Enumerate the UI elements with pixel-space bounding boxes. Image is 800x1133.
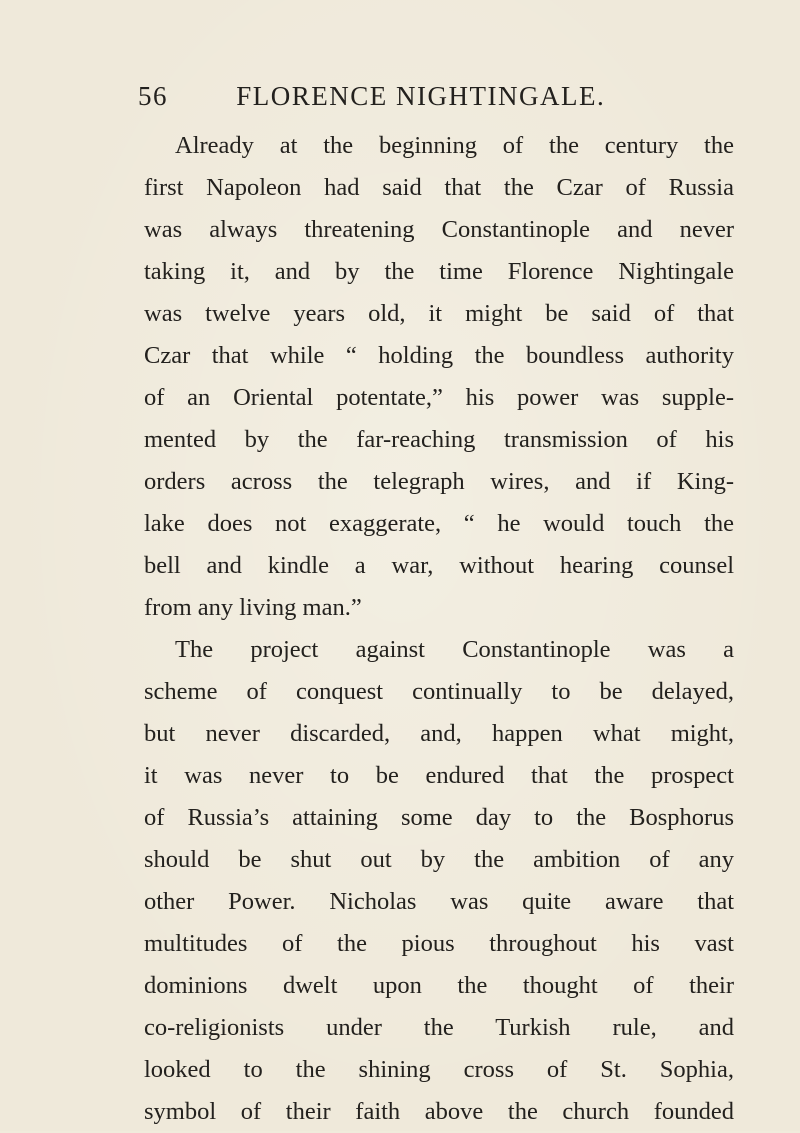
body-text xyxy=(144,125,734,1133)
text-line: of an Oriental potentate,” his power was supple- xyxy=(144,384,734,411)
text-line: Already at the beginning of the century the xyxy=(175,132,734,159)
text-line: taking it, and by the time Florence Nightingale xyxy=(144,258,734,285)
text-line: should be shut out by the ambition of any xyxy=(144,846,734,873)
text-line: dominions dwelt upon the thought of their xyxy=(144,972,734,999)
text-line: bell and kindle a war, without hearing counsel xyxy=(144,552,734,579)
text-line: but never discarded, and, happen what might, xyxy=(144,720,734,747)
text-line: co-religionists under the Turkish rule, and xyxy=(144,1014,734,1041)
page-number: 56 xyxy=(138,81,168,111)
text-line: it was never to be endured that the prospect xyxy=(144,762,734,789)
text-line: from any living man.” xyxy=(144,594,362,621)
text-line: was twelve years old, it might be said of that xyxy=(144,300,734,327)
text-line: was always threatening Constantinople and never xyxy=(144,216,734,243)
text-line: symbol of their faith above the church founded xyxy=(144,1098,734,1125)
text-line: mented by the far-reaching transmission of his xyxy=(144,426,734,453)
text-line: Czar that while “ holding the boundless authority xyxy=(144,342,734,369)
chapter-running-title: FLORENCE NIGHTINGALE. xyxy=(236,81,606,111)
text-line: lake does not exaggerate, “ he would touch the xyxy=(144,510,734,537)
text-line: other Power. Nicholas was quite aware that xyxy=(144,888,734,915)
text-line: first Napoleon had said that the Czar of Russia xyxy=(144,174,734,201)
running-head xyxy=(138,76,658,116)
text-line: The project against Constantinople was a xyxy=(175,636,734,663)
text-line: scheme of conquest continually to be delayed, xyxy=(144,678,734,705)
text-line: multitudes of the pious throughout his vast xyxy=(144,930,734,957)
text-line: of Russia’s attaining some day to the Bosphorus xyxy=(144,804,734,831)
text-line: orders across the telegraph wires, and if King- xyxy=(144,468,734,495)
text-line: looked to the shining cross of St. Sophia, xyxy=(144,1056,734,1083)
